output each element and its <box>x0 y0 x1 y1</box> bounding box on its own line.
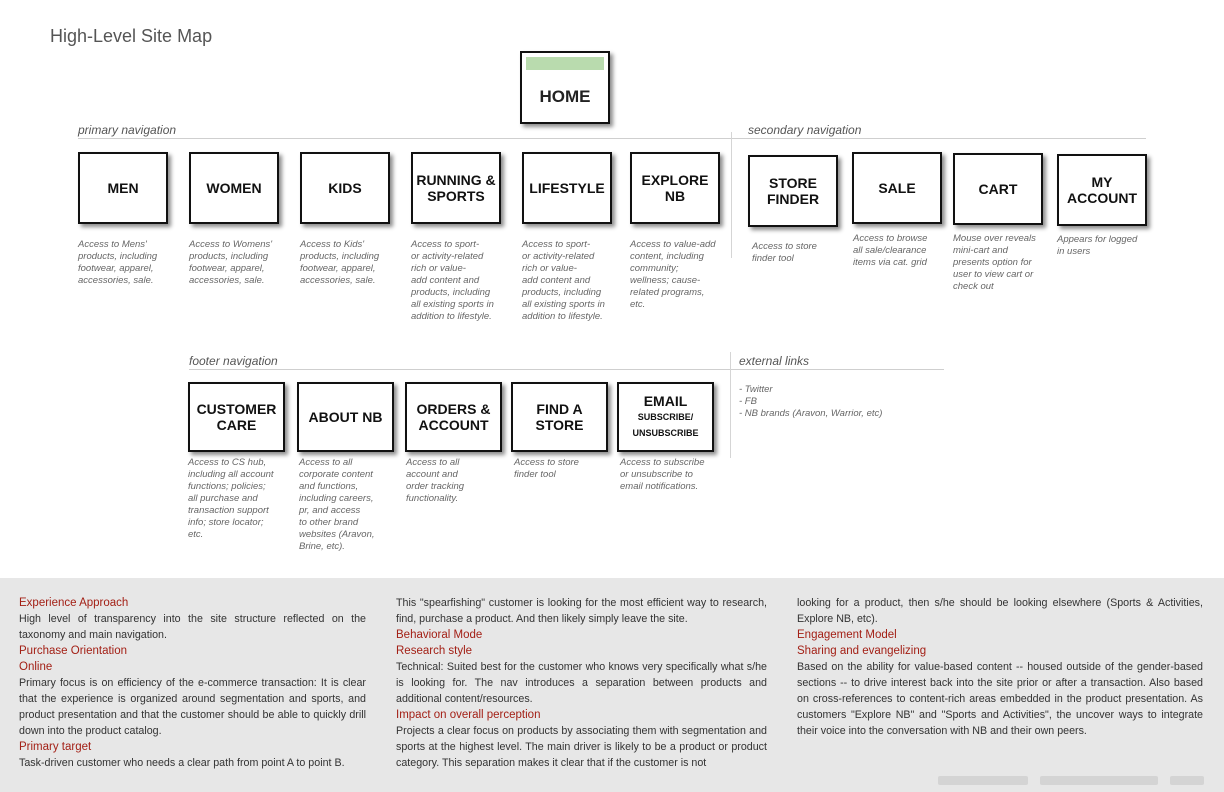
nav-desc-cart: Mouse over reveals mini-cart and presents option for user to view cart or check out <box>953 233 1036 292</box>
notes-paragraph: Task-driven customer who needs a clear path from point A to point B. <box>19 757 345 769</box>
notes-panel <box>0 578 1224 792</box>
email-box-label: EMAIL <box>643 393 688 409</box>
page-title: High-Level Site Map <box>50 26 213 46</box>
external-links-label: external links <box>739 354 810 368</box>
nav-box-sale[interactable]: SALE <box>852 152 942 224</box>
footer-desc-about-nb: Access to all corporate content and functions, including careers, pr, and access to other brand websites (Aravon, Brine, etc). <box>299 457 375 552</box>
nav-box-store-finder[interactable]: STORE FINDER <box>748 155 838 227</box>
footer-box-email[interactable] <box>617 382 714 452</box>
notes-heading: Online <box>19 661 53 673</box>
notes-column-1 <box>19 595 366 771</box>
notes-heading: Purchase Orientation <box>19 645 128 657</box>
nav-box-lifestyle[interactable]: LIFESTYLE <box>522 152 612 224</box>
footer-desc-find-a-store: Access to store finder tool <box>514 457 579 480</box>
nav-divider-line <box>78 138 1146 139</box>
nav-box-explore-nb[interactable]: EXPLORE NB <box>630 152 720 224</box>
footer-vertical-divider <box>730 352 731 458</box>
notes-paragraph: looking for a product, then s/he should be looking elsewhere (Sports & Activities, Explore NB, etc). <box>797 597 1203 625</box>
primary-nav-label: primary navigation <box>78 123 177 137</box>
footer-box-about-nb[interactable]: ABOUT NB <box>297 382 394 452</box>
nav-desc-running-sports: Access to sport- or activity-related rich or value- add content and products, including all existing sports in addition to lifestyle. <box>411 239 494 322</box>
nav-vertical-divider <box>731 132 732 258</box>
notes-paragraph: This "spearfishing" customer is looking for the most efficient way to research, find, purchase a product. And then likely simply leave the site. <box>396 597 767 625</box>
notes-column-2 <box>396 595 767 771</box>
footer-nav-label: footer navigation <box>189 354 278 368</box>
home-color-bar <box>526 57 604 70</box>
nav-desc-women: Access to Womens' products, including footwear, apparel, accessories, sale. <box>189 239 273 286</box>
nav-desc-explore-nb: Access to value-add content, including community; wellness; cause- related programs, etc. <box>630 239 716 310</box>
home-node[interactable] <box>520 51 610 124</box>
nav-box-women[interactable]: WOMEN <box>189 152 279 224</box>
email-box-sublabel: SUBSCRIBE/ UNSUBSCRIBE <box>632 412 699 438</box>
nav-desc-store-finder: Access to store finder tool <box>752 241 817 264</box>
notes-paragraph: Technical: Suited best for the customer who knows very specifically what s/he is looking for. The nav introduces a separation between products and additional content/resources. <box>396 661 767 705</box>
notes-paragraph: Primary focus is on efficiency of the e-commerce transaction: It is clear that the experience is organized around segmentation and sports, and product presentation and that the customer should be able to quickly drill down into the product catalog. <box>19 677 366 737</box>
home-label: HOME <box>539 87 591 106</box>
footer-desc-email: Access to subscribe or unsubscribe to email notifications. <box>620 457 705 492</box>
notes-heading: Engagement Model <box>797 629 897 641</box>
notes-heading: Impact on overall perception <box>396 709 541 721</box>
footer-divider-line <box>189 369 944 370</box>
nav-box-kids[interactable]: KIDS <box>300 152 390 224</box>
notes-column-3 <box>797 595 1203 739</box>
secondary-nav-label: secondary navigation <box>748 123 862 137</box>
footer-desc-orders-account: Access to all account and order tracking functionality. <box>406 457 465 504</box>
footer-desc-customer-care: Access to CS hub, including all account functions; policies; all purchase and transaction support info; store locator; etc. <box>188 457 274 540</box>
nav-desc-sale: Access to browse all sale/clearance items via cat. grid <box>853 233 928 268</box>
notes-heading: Experience Approach <box>19 597 129 609</box>
external-links-list: - Twitter - FB - NB brands (Aravon, Warrior, etc) <box>739 384 883 419</box>
nav-box-my-account[interactable]: MY ACCOUNT <box>1057 154 1147 226</box>
footer-box-find-a-store[interactable]: FIND A STORE <box>511 382 608 452</box>
nav-box-cart[interactable]: CART <box>953 153 1043 225</box>
nav-desc-lifestyle: Access to sport- or activity-related rich or value- add content and products, including all existing sports in addition to lifestyle. <box>522 239 605 322</box>
footer-box-orders-account[interactable]: ORDERS & ACCOUNT <box>405 382 502 452</box>
notes-paragraph: High level of transparency into the site structure reflected on the taxonomy and main navigation. <box>19 613 366 641</box>
nav-box-running-sports[interactable]: RUNNING & SPORTS <box>411 152 501 224</box>
nav-desc-my-account: Appears for logged in users <box>1057 234 1138 257</box>
footer-blur-2 <box>1040 776 1158 785</box>
nav-box-men[interactable]: MEN <box>78 152 168 224</box>
footer-blur-3 <box>1170 776 1204 785</box>
notes-heading: Primary target <box>19 741 92 753</box>
notes-heading: Behavioral Mode <box>396 629 483 641</box>
footer-box-customer-care[interactable]: CUSTOMER CARE <box>188 382 285 452</box>
notes-paragraph: Based on the ability for value-based content -- housed outside of the gender-based sections -- to drive interest back into the site prior or after a transaction. Also based on cross-references to content-rich areas embedded in the product presentation. As customers "Explore NB" and "Sports and Activities", the uncover ways to integrate their voice into the conversation with NB and their own peers. <box>797 661 1203 737</box>
nav-desc-men: Access to Mens' products, including footwear, apparel, accessories, sale. <box>78 239 158 286</box>
notes-paragraph: Projects a clear focus on products by associating them with segmentation and sports at the highest level. The main driver is likely to be a product or product category. This separation makes it clear that if the customer is not <box>396 725 767 769</box>
footer-blur-1 <box>938 776 1028 785</box>
notes-heading: Sharing and evangelizing <box>797 645 927 657</box>
notes-heading: Research style <box>396 645 473 657</box>
nav-desc-kids: Access to Kids' products, including footwear, apparel, accessories, sale. <box>300 239 380 286</box>
